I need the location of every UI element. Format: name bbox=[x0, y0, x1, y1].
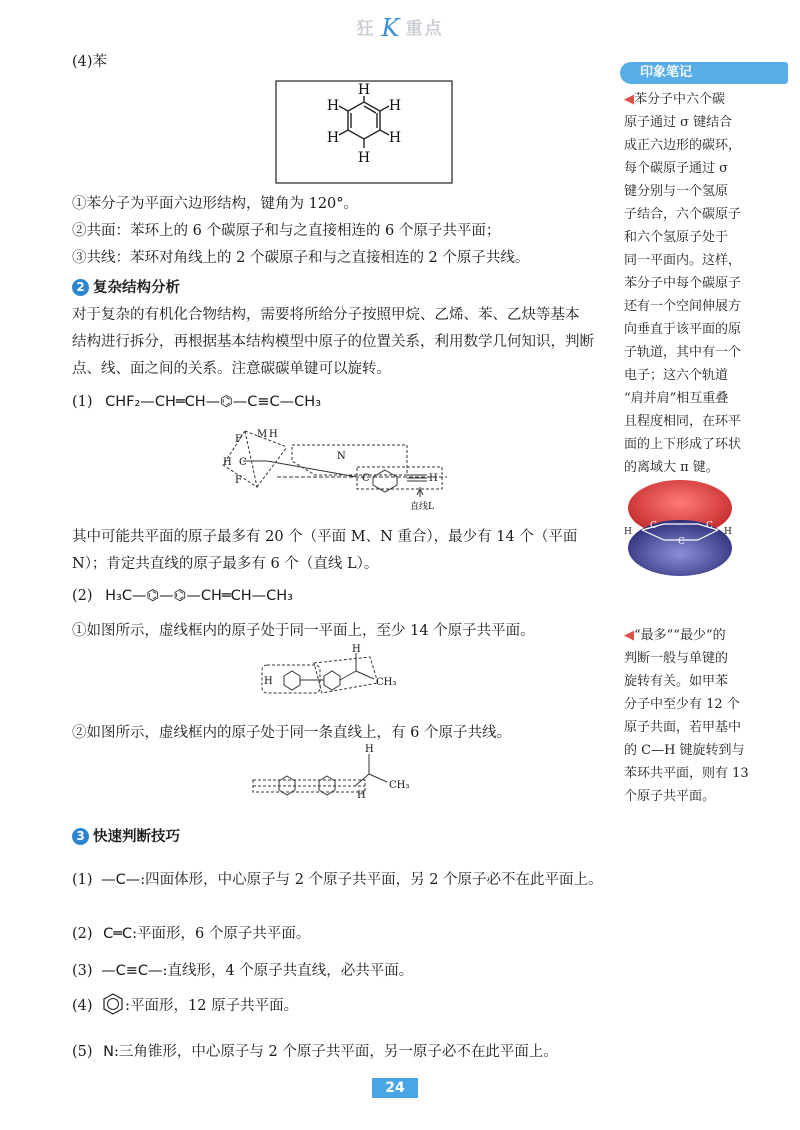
section3-number: 3 bbox=[72, 828, 89, 845]
note2-line-5: 的 C—H 键旋转到与 bbox=[624, 743, 745, 758]
s2-para-line-3: 点、线、面之间的关系。注意碳碳单键可以旋转。 bbox=[72, 361, 391, 377]
note1-line-14: 且程度相同，在环平 bbox=[624, 414, 742, 429]
note1-line-9: 还有一个空间伸展方 bbox=[624, 299, 742, 314]
svg-text:H: H bbox=[388, 130, 402, 146]
svg-text:F: F bbox=[235, 475, 242, 486]
note2-line-4: 原子共面，若甲基中 bbox=[624, 720, 742, 735]
molecule-diagram-1 bbox=[217, 425, 447, 517]
svg-text:C: C bbox=[706, 521, 713, 531]
svg-text:C: C bbox=[678, 537, 685, 547]
note2-line-0: “最多”“最少”的 bbox=[634, 628, 726, 643]
svg-text:H: H bbox=[264, 676, 273, 687]
s3-item-5-text: :三角锥形，中心原子与 2 个原子共平面，另一原子必不在此平面上。 bbox=[114, 1044, 558, 1060]
ex2-point-2: ②如图所示，虚线框内的原子处于同一条直线上，有 6 个原子共线。 bbox=[72, 725, 511, 741]
note1-line-5: 子结合，六个碳原子 bbox=[624, 207, 742, 222]
svg-text:H: H bbox=[269, 429, 278, 440]
note1-line-12: 电子；这六个轨道 bbox=[624, 368, 729, 383]
note2-line-3: 分子中至少有 12 个 bbox=[624, 697, 740, 712]
note1-line-2: 成正六边形的碳环， bbox=[624, 138, 742, 153]
note1-line-15: 面的上下形成了环状 bbox=[624, 437, 742, 452]
section2-heading-text: 复杂结构分析 bbox=[93, 280, 180, 296]
svg-text:H: H bbox=[223, 457, 232, 468]
svg-text:C: C bbox=[650, 521, 657, 531]
svg-text:CH₃: CH₃ bbox=[376, 677, 397, 688]
s3-item-5-glyph: N bbox=[103, 1044, 115, 1060]
note1-line-4: 键分别与一个氢原 bbox=[624, 184, 729, 199]
s3-item-4-text: :平面形，12 原子共平面。 bbox=[125, 998, 299, 1014]
svg-text:C: C bbox=[362, 473, 370, 484]
note1-line-16: 的离域大 π 键。 bbox=[624, 460, 719, 475]
svg-text:H: H bbox=[429, 473, 438, 484]
note1-line-3: 每个碳原子通过 σ bbox=[624, 161, 729, 176]
note1-line-1: 原子通过 σ 键结合 bbox=[624, 115, 733, 130]
s3-item-1-label: (1) bbox=[72, 872, 93, 888]
s3-item-4-label: (4) bbox=[72, 998, 93, 1014]
ex1-text-line-2: N）；肯定共直线的原子最多有 6 个（直线 L）。 bbox=[72, 556, 379, 572]
svg-text:C: C bbox=[239, 457, 247, 468]
page-header bbox=[0, 14, 800, 42]
sidebar-note-2 bbox=[624, 624, 784, 808]
svg-text:H: H bbox=[365, 744, 374, 755]
note1-line-11: 子轨道，其中有一个 bbox=[624, 345, 742, 360]
sidebar-title: 印象笔记 bbox=[640, 65, 693, 80]
section3-heading bbox=[72, 825, 180, 850]
note2-line-7: 个原子共平面。 bbox=[624, 789, 716, 804]
s3-item-4 bbox=[72, 992, 298, 1019]
molecule-diagram-3 bbox=[247, 740, 410, 810]
note1-line-13: “肩并肩”相互重叠 bbox=[624, 391, 729, 406]
molecule-diagram-2 bbox=[252, 643, 402, 705]
svg-text:H: H bbox=[326, 130, 340, 146]
note1-line-7: 同一平面内。这样， bbox=[624, 253, 742, 268]
svg-text:H: H bbox=[724, 527, 732, 537]
note2-line-2: 旋转有关。如甲苯 bbox=[624, 674, 729, 689]
diagram-label-l: 直线L bbox=[410, 502, 434, 512]
ex1-formula: CHF₂—CH═CH—⌬—C≡C—CH₃ bbox=[105, 394, 322, 410]
note1-line bbox=[624, 88, 784, 111]
s3-item-3-label: (3) bbox=[72, 963, 93, 979]
sidebar-note-1 bbox=[624, 88, 784, 479]
header-right: 重点 bbox=[405, 19, 444, 39]
ex2-row bbox=[72, 584, 293, 609]
note2-line-6: 苯环共平面，则有 13 bbox=[624, 766, 749, 781]
svg-text:CH₃: CH₃ bbox=[389, 780, 410, 791]
s3-item-3-text: :直线形，4 个原子共直线，必共平面。 bbox=[162, 963, 414, 979]
svg-text:H: H bbox=[388, 98, 402, 114]
diagram-label-m: M bbox=[257, 429, 268, 440]
s3-item-1-text: :四面体形，中心原子与 2 个原子共平面，另 2 个原子必不在此平面上。 bbox=[140, 872, 603, 888]
note1-line-0: 苯分子中六个碳 bbox=[634, 92, 726, 107]
s3-item-2-label: (2) bbox=[72, 926, 93, 942]
s1-point-1: ①苯分子为平面六边形结构，键角为 120°。 bbox=[72, 196, 359, 212]
section2-number: 2 bbox=[72, 279, 89, 296]
header-left: 狂 bbox=[356, 19, 376, 39]
s1-point-2: ②共面：苯环上的 6 个碳原子和与之直接相连的 6 个原子共平面； bbox=[72, 223, 501, 239]
s3-item-3-glyph: —C≡C— bbox=[101, 963, 163, 979]
header-k-logo: K bbox=[381, 14, 400, 42]
svg-text:F: F bbox=[235, 434, 242, 445]
diagram-label-n: N bbox=[337, 451, 346, 462]
benzene-ring-icon bbox=[101, 992, 125, 1016]
svg-text:H: H bbox=[357, 82, 371, 98]
ex1-row bbox=[72, 390, 321, 415]
s1-point-3: ③共线：苯环对角线上的 2 个碳原子和与之直接相连的 2 个原子共线。 bbox=[72, 250, 530, 266]
ex2-formula: H₃C—⌬—⌬—CH═CH—CH₃ bbox=[105, 588, 293, 604]
svg-text:H: H bbox=[357, 150, 371, 166]
svg-text:H: H bbox=[352, 644, 361, 655]
note2-line-1: 判断一般与单键的 bbox=[624, 651, 729, 666]
svg-text:H: H bbox=[326, 98, 340, 114]
s3-item-2-glyph: C═C bbox=[103, 926, 133, 942]
s3-item-1 bbox=[72, 868, 603, 893]
note-marker-icon-2: ◀ bbox=[624, 628, 634, 643]
ex1-text-line-1: 其中可能共平面的原子最多有 20 个（平面 M、N 重合），最少有 14 个（平面 bbox=[72, 529, 578, 545]
ex2-label: (2) bbox=[72, 588, 93, 604]
ex2-point-1: ①如图所示，虚线框内的原子处于同一平面上，至少 14 个原子共平面。 bbox=[72, 623, 535, 639]
svg-text:H: H bbox=[624, 527, 632, 537]
pi-bond-orbital-illustration bbox=[620, 478, 738, 580]
section2-heading bbox=[72, 276, 180, 301]
s3-item-2-text: :平面形，6 个原子共平面。 bbox=[132, 926, 311, 942]
s3-item-5 bbox=[72, 1040, 558, 1065]
note1-line-10: 向垂直于该平面的原 bbox=[624, 322, 742, 337]
note-marker-icon: ◀ bbox=[624, 92, 634, 107]
note1-line-8: 苯分子中每个碳原子 bbox=[624, 276, 742, 291]
section1-title: (4)苯 bbox=[72, 54, 108, 70]
ex1-label: (1) bbox=[72, 394, 93, 410]
s3-item-5-label: (5) bbox=[72, 1044, 93, 1060]
s2-para-line-2: 结构进行拆分，再根据基本结构模型中原子的位置关系，利用数学几何知识，判断 bbox=[72, 334, 594, 350]
section3-heading-text: 快速判断技巧 bbox=[93, 829, 180, 845]
note2-line bbox=[624, 624, 784, 647]
note1-line-6: 和六个氢原子处于 bbox=[624, 230, 729, 245]
s3-item-2 bbox=[72, 922, 310, 947]
s2-para-line-1: 对于复杂的有机化合物结构，需要将所给分子按照甲烷、乙烯、苯、乙炔等基本 bbox=[72, 307, 580, 323]
benzene-structure-diagram bbox=[275, 80, 453, 184]
page-number: 24 bbox=[372, 1078, 418, 1098]
s3-item-3 bbox=[72, 959, 413, 984]
svg-text:H: H bbox=[357, 790, 366, 801]
s3-item-1-glyph: —C— bbox=[101, 872, 141, 888]
